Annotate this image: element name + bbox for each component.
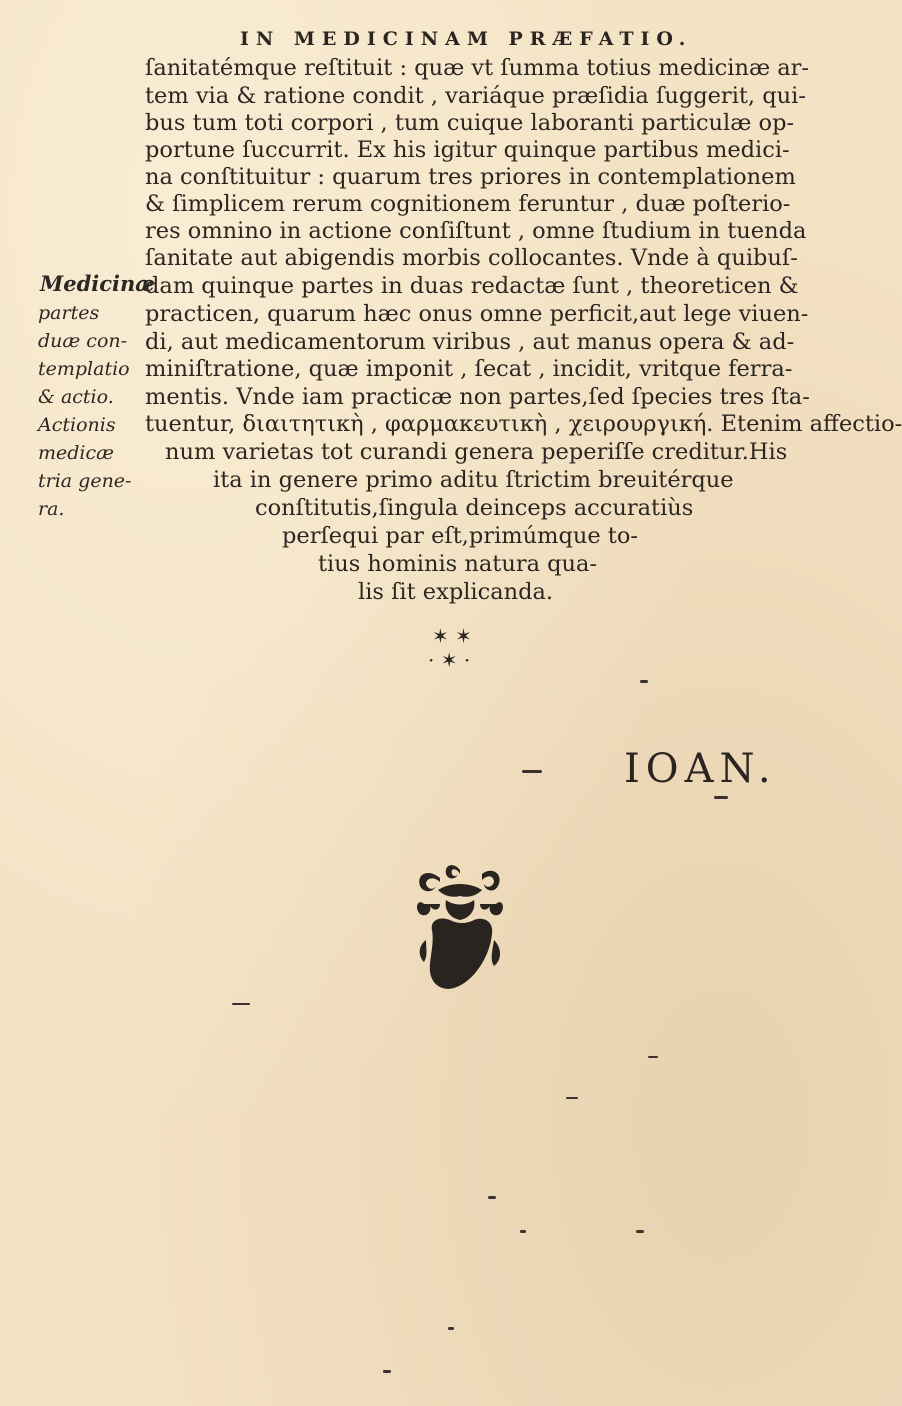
text-line: practicen, quarum hæc onus omne perficit,aut lege viuen- xyxy=(145,301,809,327)
text-line: mentis. Vnde iam practicæ non partes,ſed ſpecies tres ſta- xyxy=(145,384,810,410)
text-line: portune ſuccurrit. Ex his igitur quinque partibus medici- xyxy=(145,137,790,163)
text-line: res omnino in actione conſiſtunt , omne ſtudium in tuenda xyxy=(145,218,807,244)
text-line: tem via & ratione condit , variáque præſidia ſuggerit, qui- xyxy=(145,83,806,109)
margin-note-line: Actionis xyxy=(38,414,116,436)
ink-speck xyxy=(522,770,542,773)
text-line: conſtitutis,ſingula deinceps accuratiùs xyxy=(255,495,694,521)
text-line: ita in genere primo aditu ſtrictim breuitérque xyxy=(213,467,734,493)
ink-speck xyxy=(520,1230,526,1233)
text-line: ſanitatémque reſtituit : quæ vt ſumma totius medicinæ ar- xyxy=(145,55,810,81)
margin-note-line: Medicinæ xyxy=(40,271,155,296)
margin-note-line: medicæ xyxy=(38,442,114,464)
text-line: na conſtituitur : quarum tres priores in contemplationem xyxy=(145,164,796,190)
text-line: num varietas tot curandi genera peperiſſe creditur.His xyxy=(165,439,788,465)
asterism-top: ✶ ✶ xyxy=(432,624,472,648)
text-line: lis ſit explicanda. xyxy=(358,579,554,605)
ink-speck xyxy=(714,796,728,799)
asterism-bottom: · ✶ · xyxy=(428,648,471,672)
text-line: perſequi par eſt,primúmque to- xyxy=(282,523,638,549)
ink-speck xyxy=(566,1097,578,1099)
text-line: miniſtratione, quæ imponit , ſecat , incidit, vritque ferra- xyxy=(145,356,793,382)
text-line: tuentur, διαιτητικὴ , φαρμακευτικὴ , χειρουργική. Etenim affectio- xyxy=(145,411,902,437)
ink-speck xyxy=(488,1196,496,1199)
ink-speck xyxy=(648,1056,658,1058)
margin-note-line: templatio xyxy=(38,358,130,380)
margin-note-line: ra. xyxy=(38,498,65,520)
margin-note-line: partes xyxy=(38,302,100,324)
ink-speck xyxy=(448,1327,454,1330)
margin-note-line: duæ con- xyxy=(38,330,128,352)
text-line: dam quinque partes in duas redactæ ſunt , theoreticen & xyxy=(145,273,799,299)
ink-speck xyxy=(640,680,648,683)
catchword: IOAN. xyxy=(624,746,777,792)
margin-note-line: & actio. xyxy=(38,386,114,408)
text-line: tius hominis natura qua- xyxy=(318,551,598,577)
text-line: ſanitate aut abigendis morbis collocantes. Vnde à quibuſ- xyxy=(145,245,798,271)
ink-speck xyxy=(232,1003,250,1005)
ink-speck xyxy=(636,1230,644,1233)
margin-note-line: tria gene- xyxy=(38,470,132,492)
text-line: & ſimplicem rerum cognitionem feruntur , duæ poſterio- xyxy=(145,191,791,217)
running-head: IN MEDICINAM PRÆFATIO. xyxy=(240,28,693,50)
text-line: bus tum toti corpori , tum cuique laboranti particulæ op- xyxy=(145,110,795,136)
ink-speck xyxy=(383,1370,391,1373)
text-line: di, aut medicamentorum viribus , aut manus opera & ad- xyxy=(145,329,795,355)
printers-ornament-icon xyxy=(410,860,510,995)
